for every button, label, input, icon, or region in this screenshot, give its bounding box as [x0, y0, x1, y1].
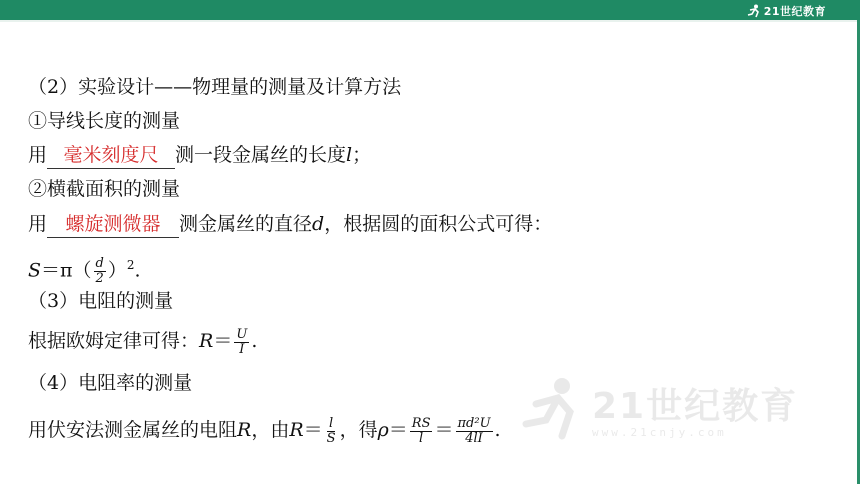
area-formula: [28, 248, 141, 287]
formula-lhs: S: [28, 259, 42, 282]
length-measure-line: [28, 142, 371, 169]
variable-d: d: [312, 213, 325, 235]
answer-text: 螺旋测微器: [65, 213, 161, 235]
resistivity-end: .: [494, 419, 501, 441]
answer-blank-micrometer: [47, 211, 179, 238]
answer-text: 毫米刻度尺: [63, 144, 159, 166]
prefix-text: 用: [28, 213, 48, 235]
ohm-lhs: R: [199, 330, 214, 352]
rho-symbol: ρ: [377, 419, 389, 441]
ohm-end: .: [251, 330, 258, 352]
fraction-denominator: 2: [95, 270, 104, 286]
fraction-rs-over-l: [410, 417, 433, 446]
section3-title: （3）电阻的测量: [28, 290, 174, 312]
formula-end: .: [134, 259, 141, 282]
watermark-runner-icon: [522, 376, 586, 440]
fraction-numerator: d: [95, 255, 104, 271]
fraction-denominator: I: [239, 341, 245, 357]
mid-text: ，由: [251, 419, 290, 441]
formula-close: ）: [107, 259, 127, 282]
fraction-denominator: S: [326, 430, 336, 446]
resistivity-line: 用伏安法测金属丝的电阻R，由R＝ $\frac{l}{S}$ ，得ρ＝ $\frac{RS}{l}$ ＝ $\frac{\text{πd²U}}{4lI}$ .: [28, 415, 501, 446]
ohm-eq: ＝: [213, 330, 233, 352]
item2-title: ②横截面积的测量: [28, 178, 181, 200]
watermark: [522, 370, 802, 450]
watermark-text: 21世纪教育: [592, 386, 799, 427]
brand-logo: [747, 2, 826, 19]
mid2-text: ，得: [339, 419, 378, 441]
fraction-numerator: U: [236, 326, 248, 342]
area-measure-line: [28, 211, 552, 238]
header-bar: [0, 0, 860, 20]
item1-title: ①导线长度的测量: [28, 110, 181, 132]
fraction-d-over-2: [94, 257, 106, 286]
fraction-numerator: l: [329, 415, 334, 431]
fraction-numerator: πd²U: [457, 415, 491, 431]
ohm-law-line: [28, 324, 257, 358]
resistivity-text: 用伏安法测金属丝的电阻: [28, 419, 238, 441]
fraction-l-over-s: [325, 417, 338, 446]
variable-l: l: [346, 144, 353, 166]
answer-blank-ruler: [47, 142, 175, 169]
formula-eq: ＝π（: [41, 259, 92, 282]
logo-text: 21世纪教育: [763, 4, 826, 18]
r-lhs: R: [289, 419, 304, 441]
suffix-text: 测一段金属丝的长度: [175, 144, 347, 166]
header-divider: [0, 20, 860, 22]
section4-title: （4）电阻率的测量: [28, 372, 193, 394]
fraction-denominator: 4lI: [465, 430, 483, 446]
fraction-numerator: RS: [411, 415, 431, 431]
prefix-text: 用: [28, 144, 48, 166]
end-punct: ；: [352, 144, 372, 166]
fraction-u-over-i: [234, 328, 249, 357]
fraction-pid2u-over-4li: [456, 417, 493, 446]
end-text: ，根据圆的面积公式可得：: [324, 213, 553, 235]
exponent: 2: [126, 258, 135, 272]
variable-r: R: [237, 419, 252, 441]
section2-title: （2）实验设计——物理量的测量及计算方法: [28, 76, 402, 98]
fraction-denominator: l: [419, 430, 424, 446]
ohm-text: 根据欧姆定律可得：: [28, 330, 200, 352]
suffix-text: 测金属丝的直径: [179, 213, 313, 235]
runner-logo-icon: [747, 4, 761, 18]
watermark-url: www.21cnjy.com: [592, 426, 727, 439]
